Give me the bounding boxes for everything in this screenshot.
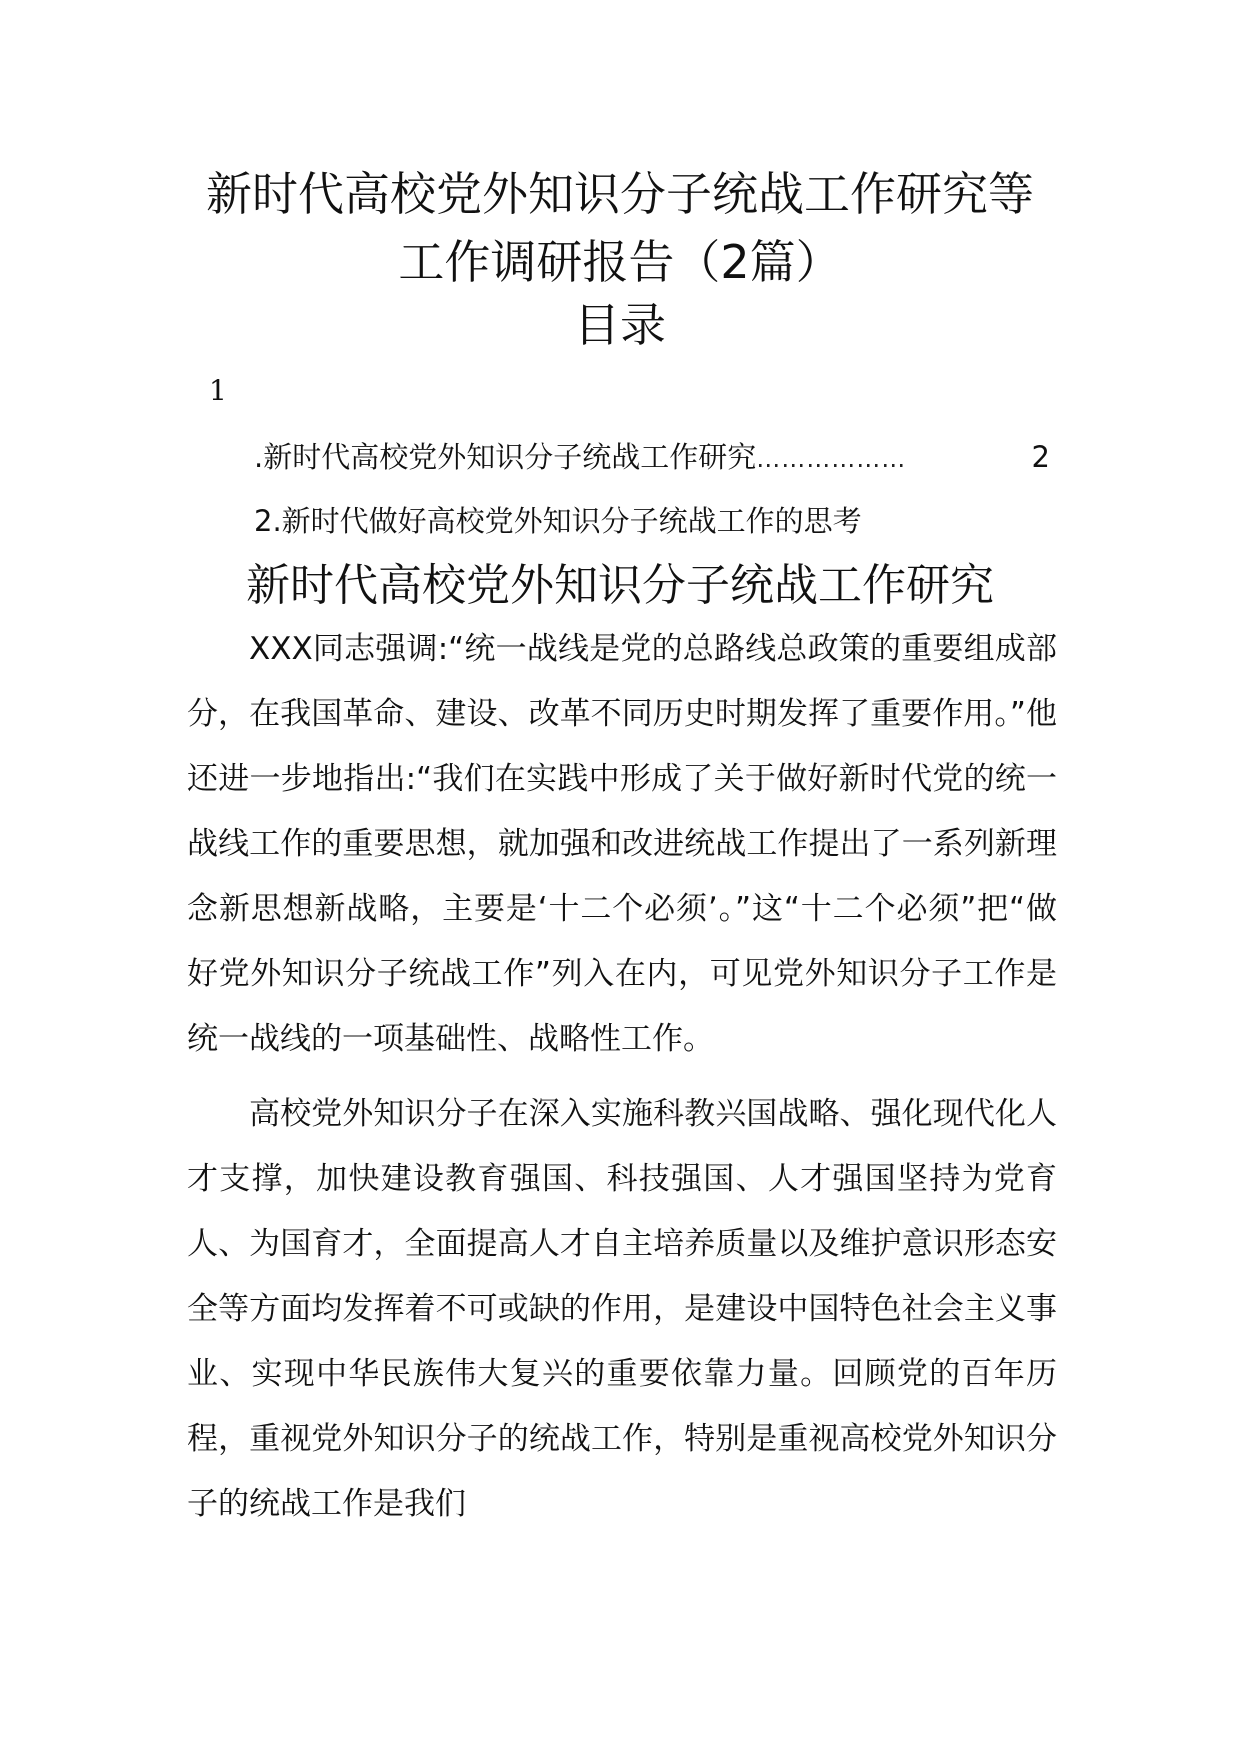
section-title: 新时代高校党外知识分子统战工作研究 — [246, 560, 994, 611]
document-title-line-1: 新时代高校党外知识分子统战工作研究等 — [206, 167, 1034, 221]
toc-heading: 目录 — [574, 298, 666, 352]
toc-entry — [254, 440, 1050, 474]
paragraph: 高校党外知识分子在深入实施科教兴国战略、强化现代化人才支撑，加快建设教育强国、科技强国、人才强国坚持为党育人、为国育才，全面提高人才自主培养质量以及维护意识形态安全等方面均发挥着不可或缺的作用，是建设中国特色社会主义事业、实现中华民族伟大复兴的重要依靠力量。回顾党的百年历程，重视党外知识分子的统战工作，特别是重视高校党外知识分子的统战工作是我们 — [187, 1096, 1057, 1522]
toc-entry — [254, 504, 862, 538]
toc-entry-page-number: 2 — [1031, 440, 1050, 474]
document-title-line-2: 工作调研报告（2篇） — [398, 235, 842, 289]
paragraph: XXX同志强调:“统一战线是党的总路线总政策的重要组成部分，在我国革命、建设、改革不同历史时期发挥了重要作用。”他还进一步地指出:“我们在实践中形成了关于做好新时代党的统一战线工作的重要思想，就加强和改进统战工作提出了一系列新理念新思想新战略，主要是‘十二个必须’。”这“十二个必须”把“做好党外知识分子统战工作”列入在内，可见党外知识分子工作是统一战线的一项基础性、战略性工作。 — [187, 631, 1057, 1057]
body-text — [187, 617, 1057, 1537]
toc-entry-text: 2.新时代做好高校党外知识分子统战工作的思考 — [254, 504, 862, 538]
toc-entry-text: .新时代高校党外知识分子统战工作研究 — [254, 440, 757, 474]
toc-entry-leader: ……………… — [756, 447, 907, 471]
toc-first-number: 1 — [209, 374, 227, 407]
